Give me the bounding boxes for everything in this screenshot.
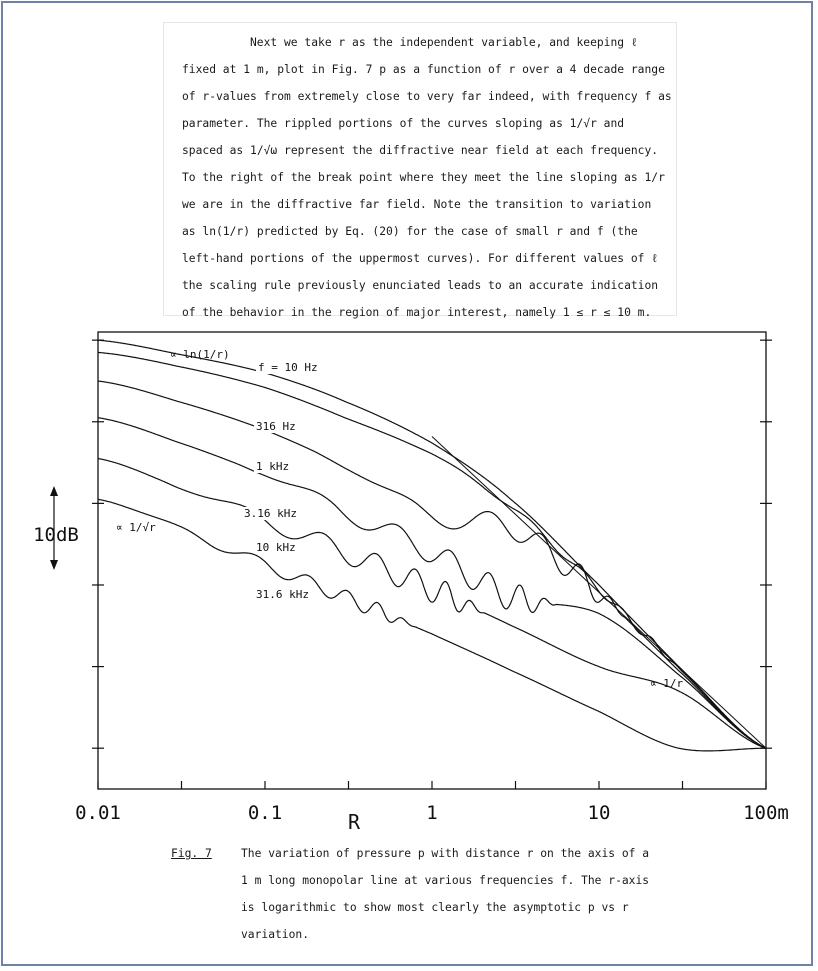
series-label: f = 10 Hz: [258, 361, 318, 374]
x-tick-label: 0.1: [247, 802, 283, 824]
series-label: 3.16 kHz: [244, 507, 297, 520]
series-line: [98, 381, 766, 748]
body-text-line: spaced as 1/√ω represent the diffractive near field at each frequency.: [182, 144, 659, 157]
caption-line: The variation of pressure p with distance r on the axis of a: [241, 847, 650, 860]
caption-line: 1 m long monopolar line at various frequencies f. The r-axis: [241, 874, 650, 887]
x-axis-label: R: [347, 810, 361, 834]
series-line: [98, 418, 766, 749]
x-tick-label: 0.01: [75, 802, 121, 824]
y-scale-bar-label: 10dB: [33, 524, 79, 546]
caption-line: variation.: [241, 928, 310, 941]
series-label: 316 Hz: [256, 420, 296, 433]
asymptote-1-over-r-line: [432, 436, 766, 748]
figure-label: Fig. 7: [171, 847, 212, 860]
asymptote-line-group: [432, 436, 766, 748]
series-label: 31.6 kHz: [256, 588, 309, 601]
annotation-ln-1-over-r: ∝ ln(1/r): [170, 348, 230, 361]
series-line: [98, 459, 766, 749]
series-labels: [242, 361, 321, 601]
series-label: 1 kHz: [256, 460, 290, 473]
x-tick-labels: [75, 802, 789, 824]
body-text-line: of r-values from extremely close to very far indeed, with frequency f as: [182, 90, 672, 103]
y-scale-bar: [33, 486, 79, 570]
body-text-line: fixed at 1 m, plot in Fig. 7 p as a function of r over a 4 decade range: [182, 63, 665, 76]
annotation-1-over-r: ∝ 1/r: [650, 677, 684, 690]
body-text-block: [163, 22, 677, 319]
series-line: [98, 499, 766, 751]
body-text-line: left-hand portions of the uppermost curves). For different values of ℓ: [182, 252, 659, 265]
annotation-1-over-sqrt-r: ∝ 1/√r: [116, 521, 156, 534]
caption-line: is logarithmic to show most clearly the asymptotic p vs r: [241, 901, 629, 914]
series-label: 10 kHz: [256, 541, 296, 554]
body-text-line: we are in the diffractive far field. Note the transition to variation: [182, 198, 652, 211]
body-text-line: Next we take r as the independent variable, and keeping ℓ: [250, 36, 638, 49]
body-text-line: of the behavior in the region of major interest, namely 1 ≤ r ≤ 10 m.: [182, 306, 652, 319]
body-text-line: parameter. The rippled portions of the curves sloping as 1/√r and: [182, 117, 625, 130]
x-tick-label: 100m: [743, 802, 789, 824]
figure-caption: [171, 840, 671, 948]
body-text-line: as ln(1/r) predicted by Eq. (20) for the case of small r and f (the: [182, 225, 638, 238]
x-tick-label: 1: [426, 802, 438, 824]
x-tick-label: 10: [587, 802, 611, 824]
pressure-vs-distance-chart: [0, 320, 818, 835]
body-text-line: the scaling rule previously enunciated leads to an accurate indication: [182, 279, 659, 292]
axis-ticks: [92, 340, 772, 789]
body-text-line: To the right of the break point where they meet the line sloping as 1/r: [182, 171, 665, 184]
